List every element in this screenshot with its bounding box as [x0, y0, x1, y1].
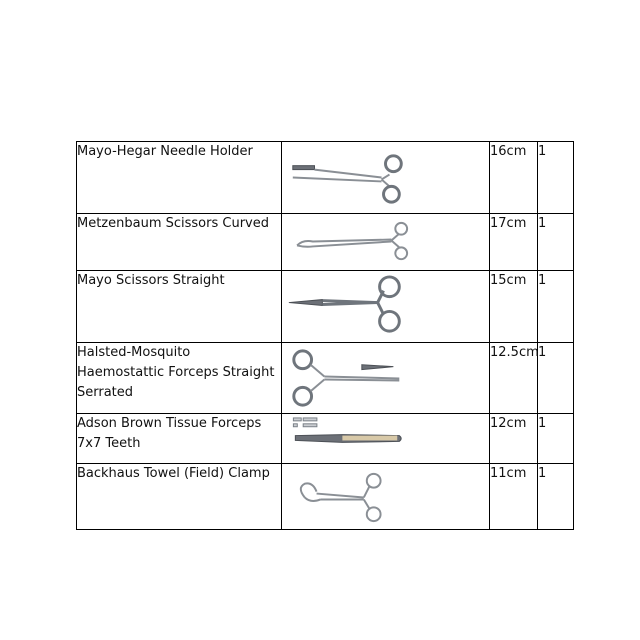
instrument-size: 12cm: [490, 414, 538, 464]
towel-clamp-icon: [282, 464, 489, 529]
tissue-forceps-icon: [282, 414, 489, 463]
table-row: [77, 271, 574, 343]
instrument-size: 11cm: [490, 464, 538, 530]
instrument-name: Backhaus Towel (Field) Clamp: [77, 464, 282, 530]
instrument-image-cell: [282, 214, 490, 271]
straight-scissors-icon: [282, 271, 489, 342]
instrument-name: Halsted-Mosquito Haemostattic Forceps Straight Serrated: [77, 343, 282, 414]
instrument-qty: 1: [538, 464, 574, 530]
instrument-size: 16cm: [490, 142, 538, 214]
instrument-name: Mayo Scissors Straight: [77, 271, 282, 343]
instrument-name: Adson Brown Tissue Forceps 7x7 Teeth: [77, 414, 282, 464]
haemostatic-forceps-icon: [282, 343, 489, 413]
table-row: [77, 343, 574, 414]
table-row: [77, 464, 574, 530]
table-row: [77, 214, 574, 271]
instrument-image-cell: [282, 414, 490, 464]
instrument-size: 12.5cm: [490, 343, 538, 414]
instrument-image-cell: [282, 142, 490, 214]
needle-holder-icon: [282, 142, 489, 213]
instrument-size: 17cm: [490, 214, 538, 271]
instrument-qty: 1: [538, 142, 574, 214]
instrument-image-cell: [282, 343, 490, 414]
table-row: [77, 414, 574, 464]
instrument-table: [76, 141, 574, 530]
instrument-image-cell: [282, 464, 490, 530]
instrument-size: 15cm: [490, 271, 538, 343]
instrument-qty: 1: [538, 271, 574, 343]
instrument-qty: 1: [538, 214, 574, 271]
table-row: [77, 142, 574, 214]
curved-scissors-icon: [282, 214, 489, 270]
instrument-qty: 1: [538, 343, 574, 414]
instrument-name: Metzenbaum Scissors Curved: [77, 214, 282, 271]
instrument-qty: 1: [538, 414, 574, 464]
instrument-image-cell: [282, 271, 490, 343]
instrument-name: Mayo-Hegar Needle Holder: [77, 142, 282, 214]
